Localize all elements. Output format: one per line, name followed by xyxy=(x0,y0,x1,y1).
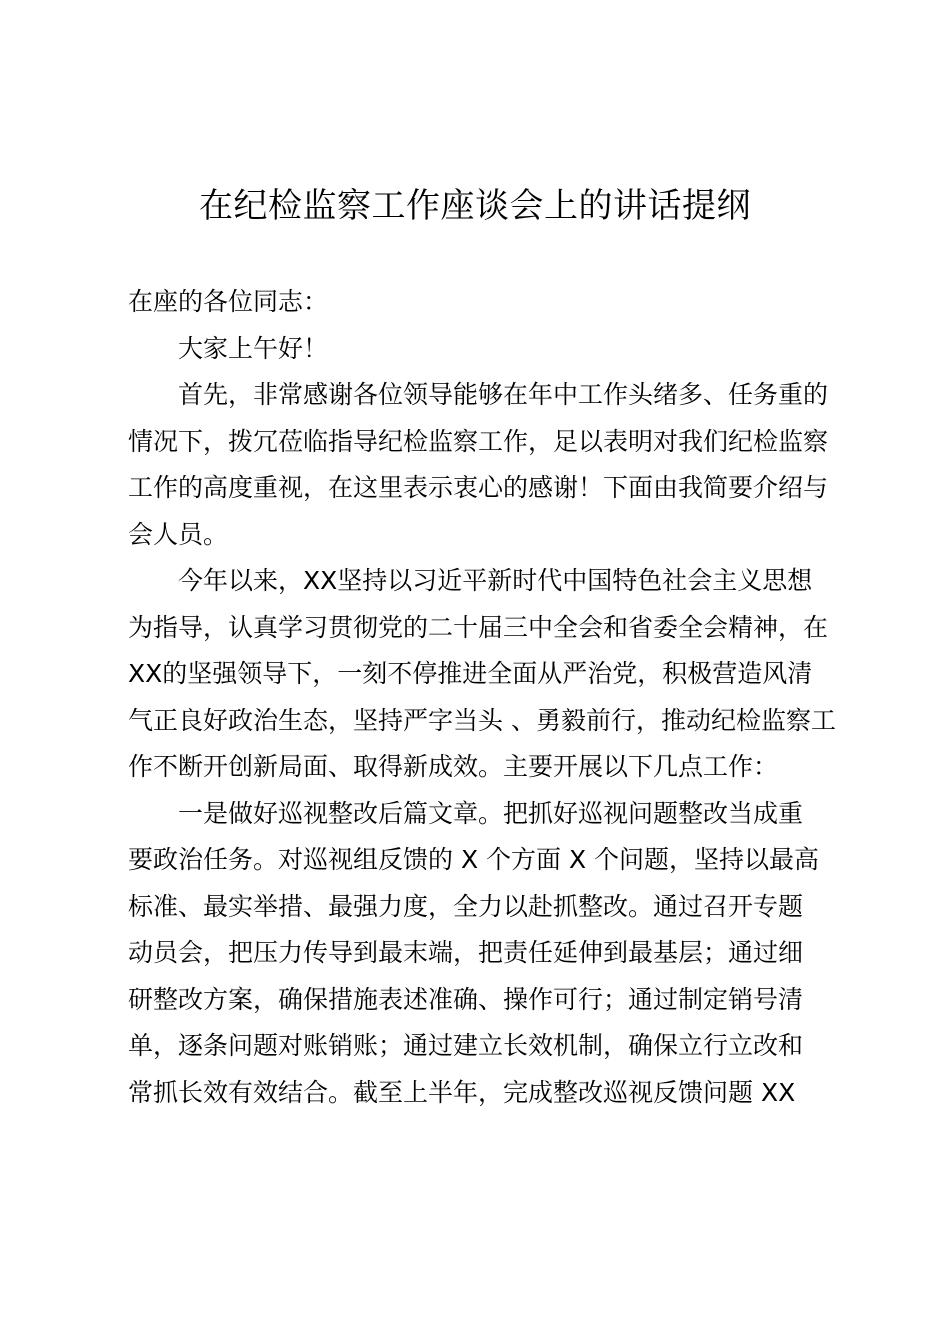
text-line: 为指导，认真学习贯彻党的二十届三中全会和省委全会精神，在 xyxy=(128,612,829,642)
text-line: 单，逐条问题对账销账；通过建立长效机制，确保立行立改和 xyxy=(128,1031,804,1060)
text-line: 研整改方案，确保措施表述准确、操作可行；通过制定销号清 xyxy=(128,984,804,1014)
text-line: 情况下，拨冗莅临指导纪检监察工作，足以表明对我们纪检监察 xyxy=(128,426,829,456)
text-line: 要政治任务。对巡视组反馈的 X 个方面 X 个问题，坚持以最高 xyxy=(128,845,820,874)
text-line: 常抓长效有效结合。截至上半年，完成整改巡视反馈问题 XX xyxy=(128,1077,796,1107)
text-line: 作不断开创新局面、取得新成效。主要开展以下几点工作： xyxy=(128,752,779,781)
paragraph-lines xyxy=(128,372,840,1116)
text-line: 今年以来，XX坚持以习近平新时代中国特色社会主义思想 xyxy=(178,566,813,595)
text-line: XX的坚强领导下，一刻不停推进全面从严治党，积极营造风清 xyxy=(128,659,813,688)
text-line: 工作的高度重视，在这里表示衷心的感谢！下面由我简要介绍与 xyxy=(128,473,829,502)
text-line: 会人员。 xyxy=(128,519,229,549)
text-line: 首先，非常感谢各位领导能够在年中工作头绪多、任务重的 xyxy=(178,380,829,409)
text-line: 一是做好巡视整改后篇文章。把抓好巡视问题整改当成重 xyxy=(178,798,804,828)
document-body xyxy=(128,279,840,1116)
text-line: 动员会，把压力传导到最末端，把责任延伸到最基层；通过细 xyxy=(128,938,804,967)
text-line: 气正良好政治生态，坚持严字当头 、勇毅前行，推动纪检监察工 xyxy=(128,705,836,735)
document-title: 在纪检监察工作座谈会上的讲话提纲 xyxy=(199,186,751,226)
text-line: 标准、最实举措、最强力度，全力以赴抓整改。通过召开专题 xyxy=(128,891,804,921)
greeting: 大家上午好！ xyxy=(178,333,329,363)
salutation: 在座的各位同志： xyxy=(128,287,329,316)
